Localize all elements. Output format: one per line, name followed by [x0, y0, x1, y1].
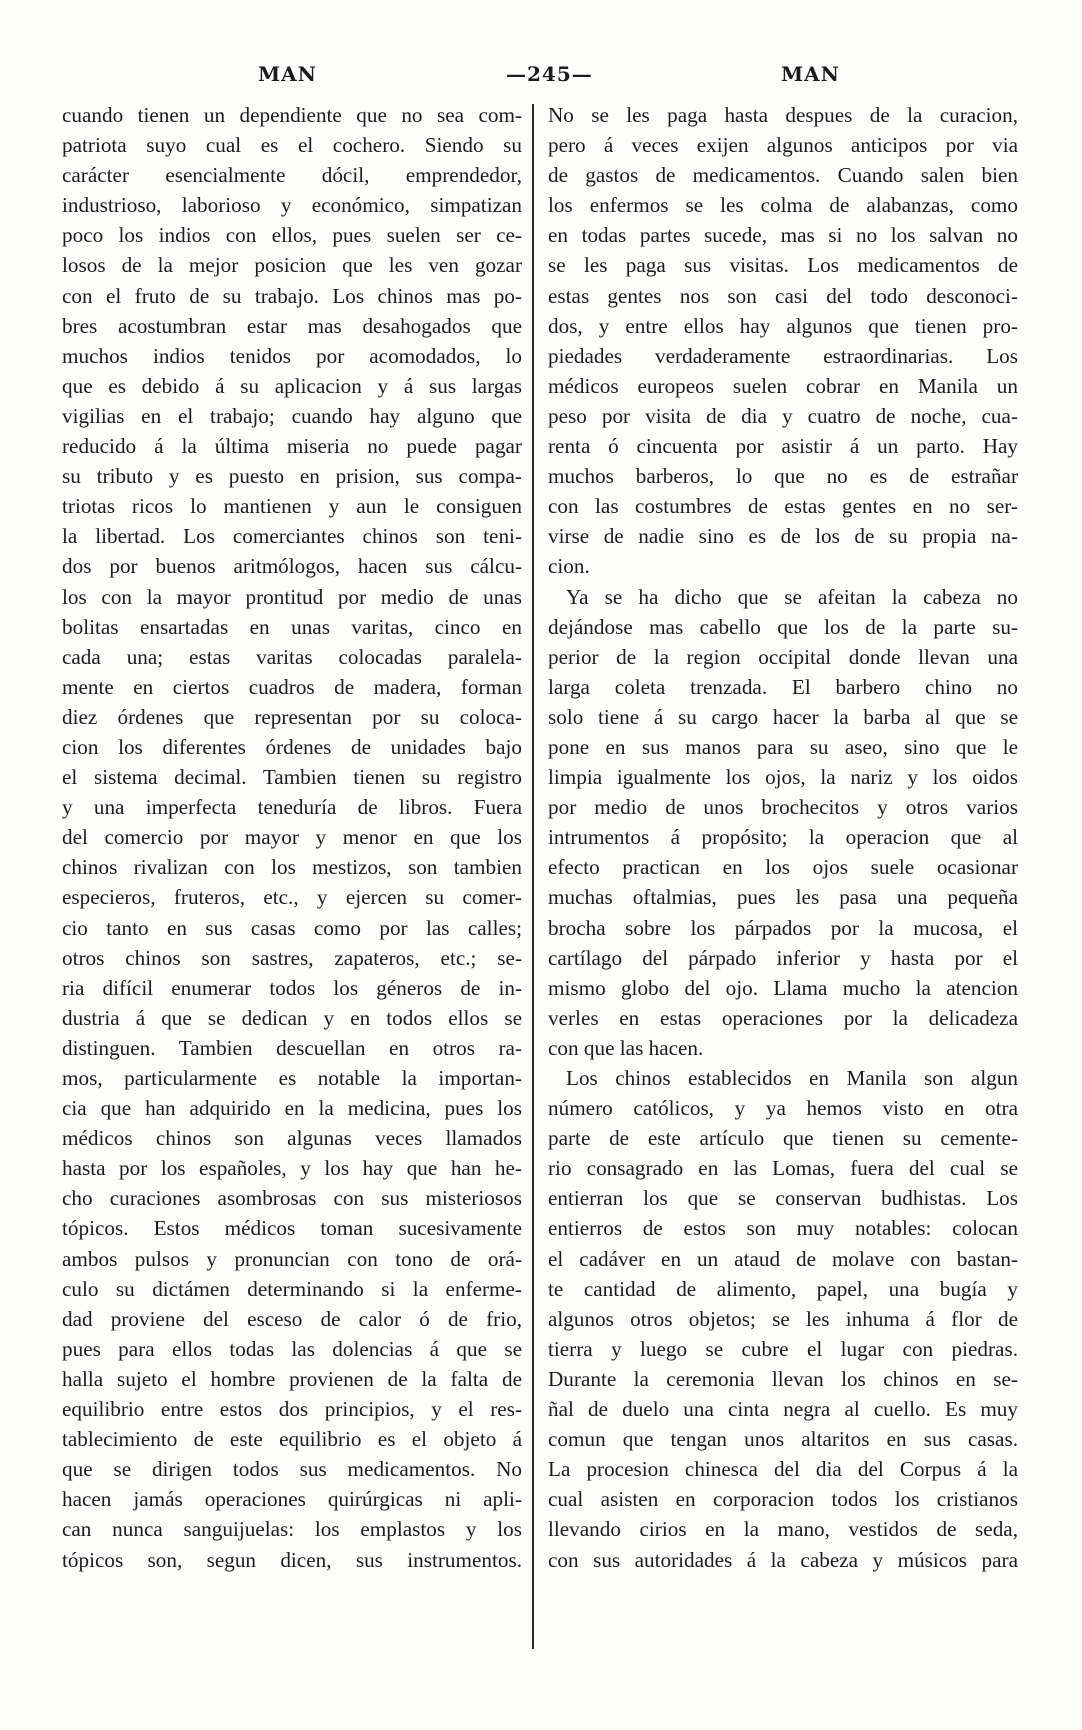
text-line: intrumentos á propósito; la operacion que al: [548, 825, 1018, 850]
text-line: solo tiene á su cargo hacer la barba al que se: [548, 704, 1018, 729]
text-line: muchos barberos, lo que no es de estrañar: [548, 464, 1018, 489]
text-line: te cantidad de alimento, papel, una bugía y: [548, 1276, 1018, 1301]
right-text-column: [548, 100, 1018, 1575]
text-line: ria difícil enumerar todos los géneros de in-: [62, 975, 522, 1000]
text-line: los enfermos se les colma de alabanzas, como: [548, 193, 1018, 218]
text-line: parte de este artículo que tienen su cemente-: [548, 1126, 1018, 1151]
text-line: del comercio por mayor y menor en que los: [62, 825, 522, 850]
text-line: el sistema decimal. Tambien tienen su registro: [62, 765, 522, 790]
text-line: muchos indios tenidos por acomodados, lo: [62, 343, 522, 368]
text-line: cho curaciones asombrosas con sus misteriosos: [62, 1186, 522, 1211]
text-line: pone en sus manos para su aseo, sino que le: [548, 734, 1018, 759]
paragraph-start-line: Los chinos establecidos en Manila son algun: [566, 1066, 1018, 1090]
left-text-column: [62, 100, 522, 1575]
text-line: con las costumbres de estas gentes en no ser-: [548, 494, 1018, 519]
text-line: mismo globo del ojo. Llama mucho la atencion: [548, 975, 1018, 1000]
text-line: pues para ellos todas las dolencias á que se: [62, 1336, 522, 1361]
text-line: que es debido á su aplicacion y á sus largas: [62, 373, 522, 398]
text-line: la libertad. Los comerciantes chinos son teni-: [62, 524, 522, 549]
paragraph-start-line: Ya se ha dicho que se afeitan la cabeza no: [566, 584, 1018, 609]
text-line: médicos chinos son algunas veces llamados: [62, 1126, 522, 1151]
text-line: muchas oftalmias, pues les pasa una pequeña: [548, 885, 1018, 910]
text-line: entierran los que se conservan budhistas. Los: [548, 1186, 1018, 1211]
text-line: dos por buenos aritmólogos, hacen sus cálcu-: [62, 554, 522, 579]
text-line: y una imperfecta teneduría de libros. Fuera: [62, 795, 522, 820]
text-line: halla sujeto el hombre provienen de la falta de: [62, 1366, 522, 1391]
header-left-keyword: MAN: [258, 62, 317, 86]
text-line: carácter esencialmente dócil, emprendedor,: [62, 163, 522, 188]
text-line: triotas ricos lo mantienen y aun le consiguen: [62, 494, 522, 519]
text-line: tierra y luego se cubre el lugar con piedras.: [548, 1336, 1018, 1361]
running-header: [0, 62, 1082, 94]
text-line: dad proviene del esceso de calor ó de frio,: [62, 1306, 522, 1331]
text-line: poco los indios con ellos, pues suelen ser ce-: [62, 223, 522, 248]
text-line: dustria á que se dedican y en todos ellos se: [62, 1005, 522, 1030]
text-line: peso por visita de dia y cuatro de noche, cua-: [548, 403, 1018, 428]
text-line: con el fruto de su trabajo. Los chinos mas po-: [62, 283, 522, 308]
text-line: cio tanto en sus casas como por las calles;: [62, 915, 522, 940]
text-line: en todas partes sucede, mas si no los salvan no: [548, 223, 1018, 248]
text-line: bres acostumbran estar mas desahogados que: [62, 313, 522, 338]
text-line: cia que han adquirido en la medicina, pues los: [62, 1096, 522, 1121]
text-line: mos, particularmente es notable la importan-: [62, 1066, 522, 1090]
text-line: bolitas ensartadas en unas varitas, cinco en: [62, 614, 522, 639]
text-line: por medio de unos brochecitos y otros varios: [548, 795, 1018, 820]
text-line: dos, y entre ellos hay algunos que tienen pro-: [548, 313, 1018, 338]
text-line: dejándose mas cabello que los de la parte su-: [548, 614, 1018, 639]
text-line: ñal de duelo una cinta negra al cuello. Es muy: [548, 1397, 1018, 1422]
text-line: equilibrio entre estos dos principios, y el res-: [62, 1397, 522, 1422]
text-line: que se dirigen todos sus medicamentos. No: [62, 1457, 522, 1482]
text-line: cada una; estas varitas colocadas paralela-: [62, 644, 522, 669]
text-line: hacen jamás operaciones quirúrgicas ni apli-: [62, 1487, 522, 1512]
text-line: reducido á la última miseria no puede pagar: [62, 434, 522, 459]
text-line: especieros, fruteros, etc., y ejercen su comer-: [62, 885, 522, 910]
text-line: con que las hacen.: [548, 1035, 704, 1060]
text-line: distinguen. Tambien descuellan en otros ra-: [62, 1035, 522, 1060]
text-line: diez órdenes que representan por su coloca-: [62, 704, 522, 729]
page-number: —245—: [506, 62, 593, 86]
text-line: tópicos son, segun dicen, sus instrumentos.: [62, 1547, 522, 1572]
text-line: estas gentes nos son casi del todo desconoci-: [548, 283, 1018, 308]
text-line: pero á veces exijen algunos anticipos por via: [548, 133, 1018, 158]
text-line: hasta por los españoles, y los hay que han he-: [62, 1156, 522, 1181]
text-line: su tributo y es puesto en prision, sus compa-: [62, 464, 522, 489]
text-line: con sus autoridades á la cabeza y músicos para: [548, 1547, 1018, 1572]
text-line: de gastos de medicamentos. Cuando salen bien: [548, 163, 1018, 188]
text-line: tópicos. Estos médicos toman sucesivamente: [62, 1216, 522, 1241]
text-line: rio consagrado en las Lomas, fuera del cual se: [548, 1156, 1018, 1181]
text-line: cual asisten en corporacion todos los cristianos: [548, 1487, 1018, 1512]
text-line: número católicos, y ya hemos visto en otra: [548, 1096, 1018, 1121]
text-line: efecto practican en los ojos suele ocasionar: [548, 855, 1018, 880]
text-line: los con la mayor prontitud por medio de unas: [62, 584, 522, 609]
text-line: piedades verdaderamente estraordinarias. Los: [548, 343, 1018, 368]
text-line: losos de la mejor posicion que les ven gozar: [62, 253, 522, 278]
header-right-keyword: MAN: [781, 62, 840, 86]
text-line: otros chinos son sastres, zapateros, etc.; se-: [62, 945, 522, 970]
text-line: perior de la region occipital donde llevan una: [548, 644, 1018, 669]
text-line: vigilias en el trabajo; cuando hay alguno que: [62, 403, 522, 428]
text-line: brocha sobre los párpados por la mucosa, el: [548, 915, 1018, 940]
text-line: médicos europeos suelen cobrar en Manila un: [548, 373, 1018, 398]
text-line: cuando tienen un dependiente que no sea com-: [62, 103, 522, 127]
text-line: virse de nadie sino es de los de su propia na-: [548, 524, 1018, 549]
text-line: No se les paga hasta despues de la curacion,: [548, 103, 1018, 127]
column-divider: [532, 104, 534, 1649]
text-line: entierros de estos son muy notables: colocan: [548, 1216, 1018, 1241]
text-line: algunos otros objetos; se les inhuma á flor de: [548, 1306, 1018, 1331]
text-line: renta ó cincuenta por asistir á un parto. Hay: [548, 434, 1018, 459]
text-line: La procesion chinesca del dia del Corpus á la: [548, 1457, 1018, 1482]
text-line: can nunca sanguijuelas: los emplastos y los: [62, 1517, 522, 1542]
text-line: chinos rivalizan con los mestizos, son tambien: [62, 855, 522, 880]
text-line: Durante la ceremonia llevan los chinos en se-: [548, 1366, 1018, 1391]
text-line: cartílago del párpado inferior y hasta por el: [548, 945, 1018, 970]
text-line: industrioso, laborioso y económico, simpatizan: [62, 193, 522, 218]
text-line: mente en ciertos cuadros de madera, forman: [62, 674, 522, 699]
text-line: tablecimiento de este equilibrio es el objeto á: [62, 1427, 522, 1452]
text-line: verles en estas operaciones por la delicadeza: [548, 1005, 1018, 1030]
text-line: cion.: [548, 554, 590, 579]
text-line: larga coleta trenzada. El barbero chino no: [548, 674, 1018, 699]
text-line: patriota suyo cual es el cochero. Siendo su: [62, 133, 522, 158]
text-line: ambos pulsos y pronuncian con tono de orá-: [62, 1246, 522, 1271]
text-line: culo su dictámen determinando si la enferme-: [62, 1276, 522, 1301]
text-line: se les paga sus visitas. Los medicamentos de: [548, 253, 1018, 278]
text-line: llevando cirios en la mano, vestidos de seda,: [548, 1517, 1018, 1542]
text-line: cion los diferentes órdenes de unidades bajo: [62, 734, 522, 759]
text-line: comun que tengan unos altaritos en sus casas.: [548, 1427, 1018, 1452]
text-line: el cadáver en un ataud de molave con bastan-: [548, 1246, 1018, 1271]
text-line: limpia igualmente los ojos, la nariz y los oidos: [548, 765, 1018, 790]
